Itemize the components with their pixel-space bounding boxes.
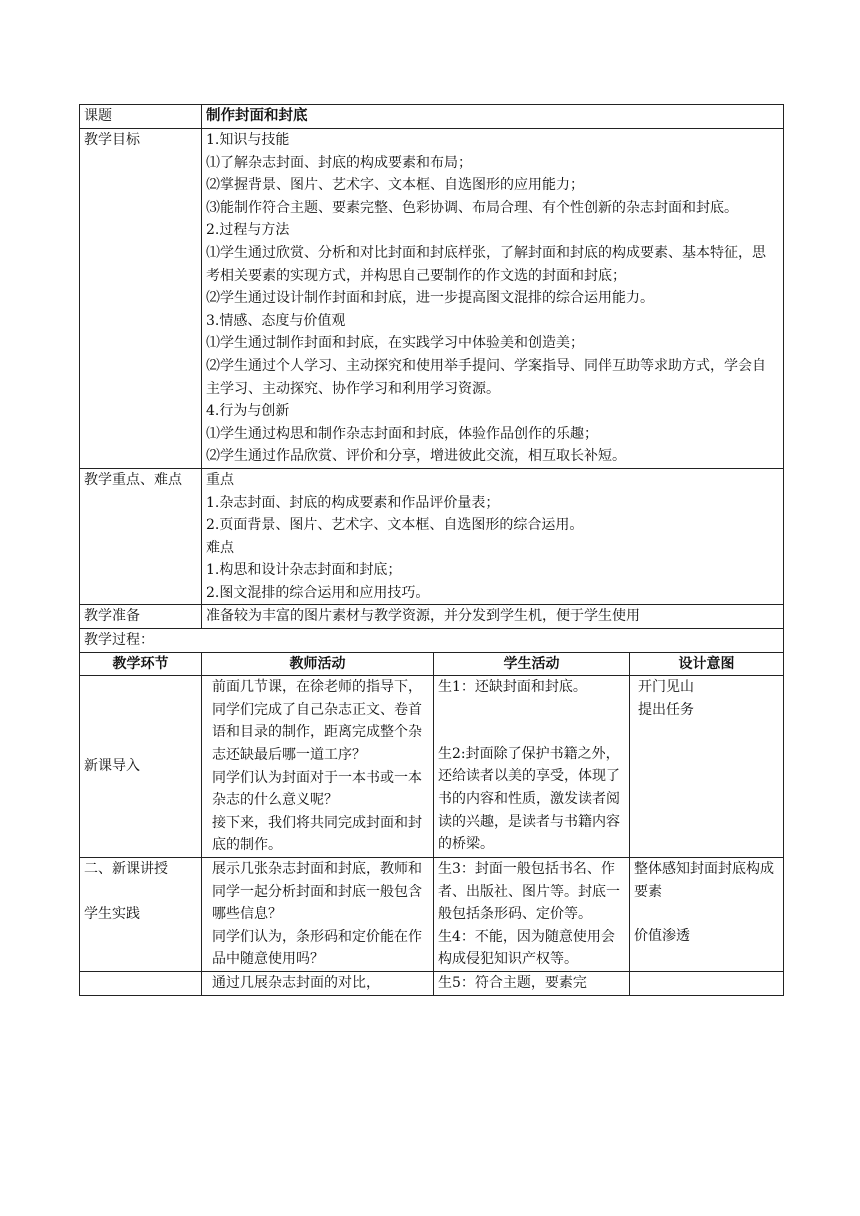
header-intent: 设计意图 (630, 652, 784, 676)
intent-text: 整体感知封面封底构成要素 (634, 861, 774, 900)
lesson-plan-table (79, 104, 784, 996)
prep-label: 教学准备 (80, 605, 202, 629)
prep-value: 准备较为丰富的图片素材与教学资源，并分发到学生机，便于学生使用 (202, 605, 784, 629)
stage-cell (80, 971, 202, 995)
goals-line: ⑴学生通过制作封面和封底，在实践学习中体验美和创造美； (206, 335, 584, 352)
student-cell: 生3：封面一般包括书名、作者、出版社、图片等。封底一般包括条形码、定价等。 生4：不能，因为随意使用会构成侵犯知识产权等。 (434, 858, 630, 972)
topic-label: 课题 (80, 105, 202, 129)
keypoints-line: 2.页面背景、图片、艺术字、文本框、自选图形的综合运用。 (206, 517, 584, 534)
stage-cell: 新课导入 (80, 676, 202, 858)
stage-label: 二、新课讲授 (84, 861, 168, 877)
goals-label: 教学目标 (80, 129, 202, 469)
goals-line: ⑴学生通过构思和制作杂志封面和封底，体验作品创作的乐趣； (206, 425, 598, 442)
teacher-cell: 通过几展杂志封面的对比， (202, 971, 434, 995)
intent-text: 价值渗透 (634, 928, 690, 945)
process-header-row (80, 652, 784, 676)
teacher-cell: 展示几张杂志封面和封底，教师和同学一起分析封面和封底一般包含哪些信息？ 同学们认为，条形码和定价能在作品中随意使用吗？ (202, 858, 434, 972)
keypoints-line: 重点 (206, 471, 234, 488)
goals-line: 4.行为与创新 (206, 403, 290, 420)
topic-value: 制作封面和封底 (202, 105, 784, 129)
teacher-cell: 前面几节课，在徐老师的指导下，同学们完成了自己杂志正文、卷首语和目录的制作，距离完成整个杂志还缺最后哪一道工序？ 同学们认为封面对于一本书或一本杂志的什么意义呢？ 接下来，我们将共同完成封面和封底的制作。 (202, 676, 434, 858)
keypoints-line: 1.构思和设计杂志封面和封底； (206, 562, 402, 579)
student-cell (434, 676, 630, 858)
goals-line: ⑵学生通过设计制作封面和封底，进一步提高图文混排的综合运用能力。 (206, 290, 654, 307)
goals-line: 1.知识与技能 (206, 132, 290, 148)
process-row-teaching (80, 858, 784, 972)
goals-line: 3.情感、态度与价值观 (206, 312, 346, 329)
keypoints-line: 1.杂志封面、封底的构成要素和作品评价量表； (206, 494, 500, 511)
process-label-row (80, 629, 784, 653)
goals-line: ⑴学生通过欣赏、分析和对比封面和封底样张，了解封面和封底的构成要素、基本特征，思考相关要素的实现方式，并构思自己要制作的作文选的封面和封底； (206, 244, 766, 284)
keypoints-line: 2.图文混排的综合运用和应用技巧。 (206, 584, 430, 601)
goals-line: ⑵学生通过作品欣赏、评价和分享，增进彼此交流，相互取长补短。 (206, 448, 626, 465)
process-row-partial (80, 971, 784, 995)
goals-line: 2.过程与方法 (206, 222, 290, 239)
intent-cell (630, 971, 784, 995)
header-stage: 教学环节 (80, 652, 202, 676)
keypoints-row (80, 468, 784, 605)
stage-label: 学生实践 (84, 905, 140, 922)
goals-line: ⑴了解杂志封面、封底的构成要素和布局； (206, 154, 472, 171)
goals-line: ⑶能制作符合主题、要素完整、色彩协调、布局合理、有个性创新的杂志封面和封底。 (206, 199, 738, 216)
lesson-plan-document (79, 104, 783, 996)
header-student: 学生活动 (434, 652, 630, 676)
header-teacher: 教师活动 (202, 652, 434, 676)
student-answer: 生2:封面除了保护书籍之外，还给读者以美的享受，体现了书的内容和性质，激发读者阅读的兴趣，是读者与书籍内容的桥梁。 (438, 745, 620, 853)
goals-line: ⑵掌握背景、图片、艺术字、文本框、自选图形的应用能力； (206, 177, 584, 194)
keypoints-content (202, 468, 784, 605)
process-label: 教学过程： (80, 629, 784, 653)
goals-row (80, 129, 784, 469)
keypoints-line: 难点 (206, 539, 234, 556)
prep-row (80, 605, 784, 629)
student-cell: 生5：符合主题，要素完 (434, 971, 630, 995)
goals-content (202, 129, 784, 469)
stage-cell (80, 858, 202, 972)
intent-cell: 开门见山 提出任务 (630, 676, 784, 858)
intent-cell (630, 858, 784, 972)
topic-row (80, 105, 784, 129)
goals-line: ⑵学生通过个人学习、主动探究和使用举手提问、学案指导、同伴互助等求助方式，学会自主学习、主动探究、协作学习和利用学习资源。 (206, 357, 766, 397)
keypoints-label: 教学重点、难点 (80, 468, 202, 605)
student-answer: 生1：还缺封面和封底。 (438, 679, 587, 696)
process-row-intro (80, 676, 784, 858)
